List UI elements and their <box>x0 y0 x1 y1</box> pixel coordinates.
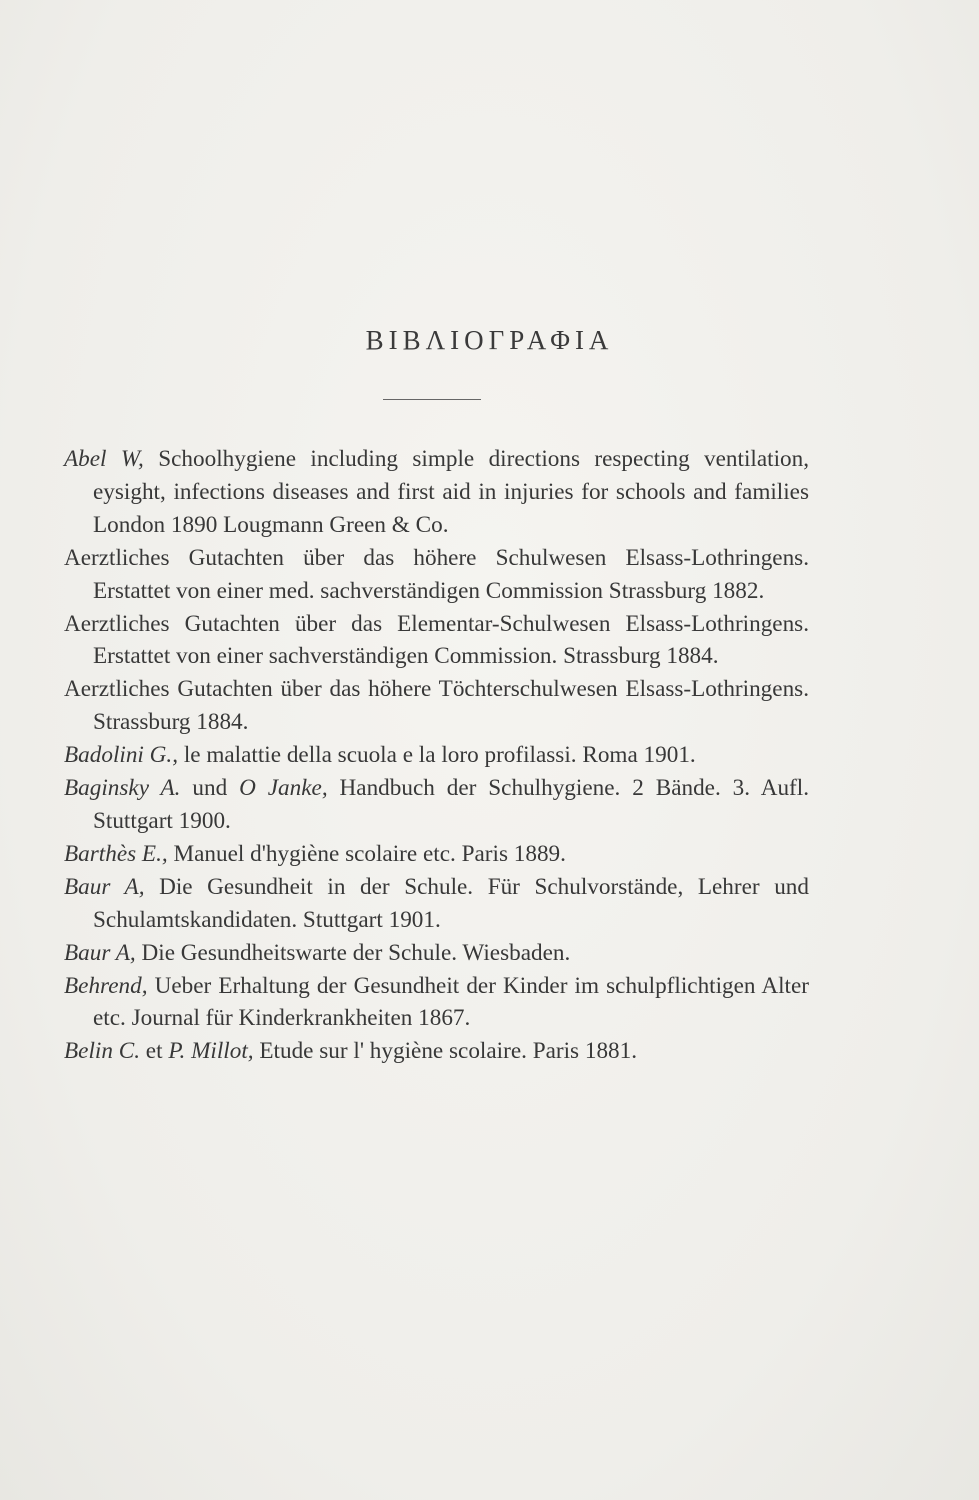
entry-text: le malattie della scuola e la loro profilassi. Roma 1901. <box>183 742 696 769</box>
bibliography-entry <box>64 739 809 772</box>
bibliography-entry <box>64 673 809 739</box>
bibliography-entry <box>64 937 809 970</box>
entry-conjunction: et <box>145 1038 163 1065</box>
title-divider <box>383 399 481 400</box>
bibliography-list <box>64 443 809 1068</box>
bibliography-entry <box>64 443 809 542</box>
bibliography-entry <box>64 542 809 608</box>
entry-author: Behrend, <box>64 972 148 999</box>
entry-coauthor: P. Millot, <box>168 1038 254 1065</box>
bibliography-entry <box>64 838 809 871</box>
entry-author: Barthès E., <box>64 840 168 867</box>
entry-text: Die Gesundheitswarte der Schule. Wiesbaden. <box>141 939 571 966</box>
entry-text: Die Gesundheit in der Schule. Für Schulvorstände, Lehrer und Schulamtskandidaten. Stuttgart 1901. <box>93 873 809 933</box>
entry-author: Baginsky A. <box>64 775 181 802</box>
entry-text: Etude sur l' hygiène scolaire. Paris 1881. <box>259 1038 638 1065</box>
entry-author: Baur A, <box>64 873 145 900</box>
entry-text: Schoolhygiene including simple directions respecting ventilation, eysight, infections diseases and first aid in injuries for schools and families London 1890 Lougmann Green & Co. <box>93 446 810 538</box>
entry-author: Baur A, <box>64 939 136 966</box>
entry-author: Badolini G., <box>64 742 179 769</box>
bibliography-entry <box>64 1035 809 1068</box>
entry-text: Aerztliches Gutachten über das höhere Töchterschulwesen Elsass-Lothringens. Strassburg 1884. <box>64 676 809 736</box>
entry-text: Manuel d'hygiène scolaire etc. Paris 1889. <box>173 840 566 867</box>
entry-text: Handbuch der Schulhygiene. 2 Bände. 3. Aufl. Stuttgart 1900. <box>93 775 810 834</box>
page-title: ΒΙΒΛΙΟΓΡΑΦΙΑ <box>365 325 614 355</box>
entry-conjunction: und <box>192 775 228 802</box>
entry-author: Abel W, <box>64 446 144 472</box>
entry-text: Aerztliches Gutachten über das Elementar-Schulwesen Elsass-Lothringens. Erstattet von einer sachverständigen Commission. Strassburg 1884. <box>64 610 809 670</box>
entry-text: Ueber Erhaltung der Gesundheit der Kinder im schulpflichtigen Alter etc. Journal für Kinderkrankheiten 1867. <box>93 972 810 1032</box>
entry-author: Belin C. <box>64 1038 140 1065</box>
bibliography-entry <box>64 871 809 937</box>
entry-text: Aerztliches Gutachten über das höhere Schulwesen Elsass-Lothringens. Erstattet von einer med. sachverständigen Commission Strassburg 1882. <box>64 544 809 604</box>
entry-coauthor: O Janke, <box>239 775 328 802</box>
bibliography-entry <box>64 772 809 838</box>
bibliography-entry <box>64 970 809 1036</box>
bibliography-entry <box>64 608 809 674</box>
